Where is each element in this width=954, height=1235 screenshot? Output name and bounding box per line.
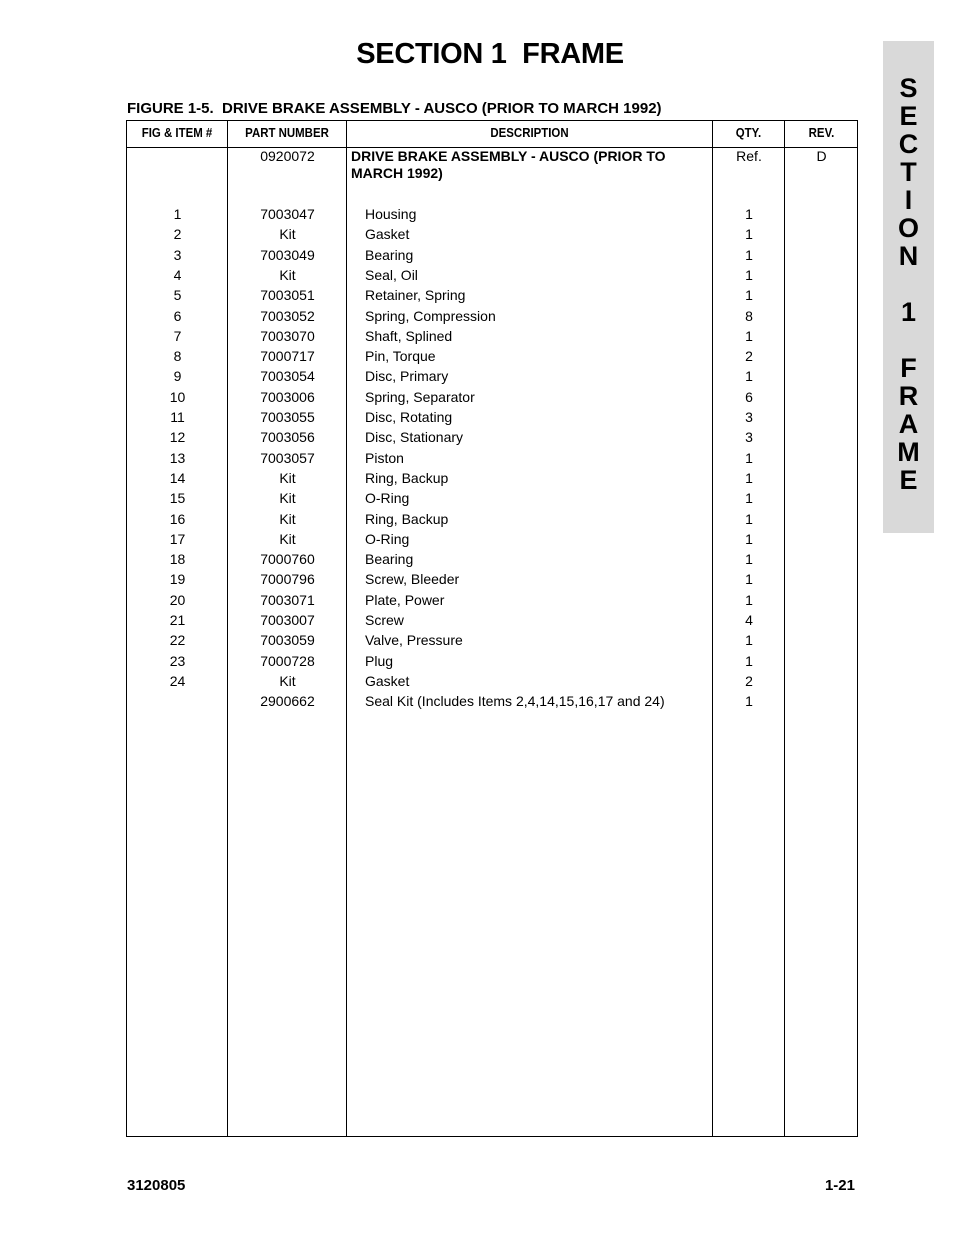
row-quantity: 1 (745, 287, 753, 303)
row-description: Disc, Rotating (365, 409, 453, 425)
row-description: Disc, Primary (365, 368, 449, 384)
row-description: O-Ring (365, 531, 410, 547)
row-part-number: 7000796 (260, 571, 315, 587)
row-item-number: 3 (173, 247, 182, 263)
row-item-number: 17 (169, 531, 186, 547)
row-quantity: 1 (745, 551, 753, 567)
row-description: Housing (365, 206, 417, 222)
row-part-number: Kit (279, 470, 296, 486)
side-tab-letter (883, 326, 934, 354)
row-quantity: 1 (745, 653, 753, 669)
row-item-number: 9 (173, 368, 182, 384)
row-part-number: 7003047 (260, 206, 315, 222)
side-tab-letter: T (900, 157, 917, 187)
row-description: Spring, Compression (365, 308, 496, 324)
row-item-number: 13 (169, 450, 186, 466)
row-part-number: Kit (279, 226, 296, 242)
row-quantity: 1 (745, 632, 753, 648)
row-description: Screw (365, 612, 404, 628)
row-description: Ring, Backup (365, 470, 449, 486)
parts-table (126, 120, 858, 1137)
row-description: Bearing (365, 551, 414, 567)
row-description: Piston (365, 450, 404, 466)
side-tab-letter: M (897, 437, 920, 467)
assembly-part-number: 0920072 (260, 148, 315, 164)
row-description: Gasket (365, 673, 410, 689)
side-tab-letter: R (898, 381, 919, 411)
row-description: Plate, Power (365, 592, 445, 608)
row-item-number: 18 (169, 551, 186, 567)
assembly-description: DRIVE BRAKE ASSEMBLY - AUSCO (PRIOR TO MARCH 1992) (351, 148, 666, 181)
row-item-number: 10 (169, 389, 186, 405)
row-part-number: 7000728 (260, 653, 315, 669)
figure-title: FIGURE 1-5. DRIVE BRAKE ASSEMBLY - AUSCO (PRIOR TO MARCH 1992) (127, 100, 662, 117)
row-item-number: 4 (173, 267, 182, 283)
row-description: Pin, Torque (365, 348, 436, 364)
row-quantity: 6 (745, 389, 753, 405)
row-part-number: 7003055 (260, 409, 315, 425)
row-quantity: 1 (745, 368, 753, 384)
row-part-number: 7003052 (260, 308, 315, 324)
row-part-number: 7003056 (260, 429, 315, 445)
side-tab-letter: 1 (900, 297, 917, 327)
side-tab-letter: F (900, 353, 917, 383)
header-qty: QTY. (735, 125, 762, 140)
row-part-number: 7003071 (260, 592, 315, 608)
row-part-number: Kit (279, 673, 296, 689)
row-part-number: 7003006 (260, 389, 315, 405)
row-part-number: Kit (279, 531, 296, 547)
row-part-number: 7003051 (260, 287, 315, 303)
header-rev: REV. (808, 125, 835, 140)
header-fig-item: FIG & ITEM # (141, 125, 213, 140)
assembly-qty: Ref. (736, 148, 762, 164)
row-description: Spring, Separator (365, 389, 475, 405)
row-part-number: 7003057 (260, 450, 315, 466)
row-part-number: 7000717 (260, 348, 315, 364)
row-quantity: 1 (745, 267, 753, 283)
row-description: Shaft, Splined (365, 328, 453, 344)
header-part-number: PART NUMBER (245, 125, 329, 140)
row-quantity: 1 (745, 226, 753, 242)
row-item-number: 7 (173, 328, 182, 344)
row-quantity: 1 (745, 571, 753, 587)
row-quantity: 1 (745, 511, 753, 527)
row-quantity: 8 (745, 308, 753, 324)
row-item-number: 6 (173, 308, 182, 324)
row-part-number: 7003049 (260, 247, 315, 263)
row-quantity: 1 (745, 247, 753, 263)
side-tab-letter: S (899, 73, 918, 103)
row-part-number: 7003007 (260, 612, 315, 628)
side-tab-letter: N (898, 241, 919, 271)
row-item-number: 12 (169, 429, 186, 445)
side-tab-letter: O (897, 213, 919, 243)
row-quantity: 1 (745, 450, 753, 466)
page-number: 1-21 (824, 1177, 855, 1194)
side-tab-letters (883, 74, 934, 494)
row-part-number: 2900662 (260, 693, 315, 709)
row-item-number: 21 (169, 612, 186, 628)
row-description: Plug (365, 653, 394, 669)
row-description: Seal, Oil (365, 267, 418, 283)
row-quantity: 3 (745, 409, 753, 425)
row-item-number: 15 (169, 490, 186, 506)
row-part-number: 7003059 (260, 632, 315, 648)
header-description: DESCRIPTION (490, 125, 569, 140)
row-quantity: 1 (745, 328, 753, 344)
side-tab-letter: E (899, 465, 918, 495)
row-quantity: 2 (745, 673, 753, 689)
row-item-number: 8 (173, 348, 182, 364)
row-description: Ring, Backup (365, 511, 449, 527)
row-description: Retainer, Spring (365, 287, 466, 303)
row-item-number: 22 (169, 632, 186, 648)
section-title: SECTION 1 FRAME (356, 38, 624, 70)
side-tab-letter: C (898, 129, 919, 159)
row-quantity: 1 (745, 592, 753, 608)
row-part-number: Kit (279, 490, 296, 506)
row-item-number: 11 (170, 409, 185, 425)
row-part-number: Kit (279, 267, 296, 283)
row-item-number: 14 (169, 470, 186, 486)
side-tab-letter: I (904, 185, 913, 215)
doc-number: 3120805 (127, 1177, 186, 1194)
row-quantity: 1 (745, 693, 753, 709)
row-quantity: 1 (745, 531, 753, 547)
row-item-number: 24 (169, 673, 186, 689)
row-item-number: 2 (173, 226, 182, 242)
assembly-rev: D (816, 148, 827, 164)
row-quantity: 1 (745, 470, 753, 486)
row-description: O-Ring (365, 490, 410, 506)
row-description: Disc, Stationary (365, 429, 464, 445)
row-part-number: 7003070 (260, 328, 315, 344)
row-item-number: 5 (173, 287, 182, 303)
row-quantity: 4 (745, 612, 753, 628)
side-tab-letter: A (898, 409, 919, 439)
row-item-number: 16 (169, 511, 186, 527)
row-item-number: 23 (169, 653, 186, 669)
side-tab-letter: E (899, 101, 918, 131)
row-part-number: 7003054 (260, 368, 315, 384)
row-item-number: 20 (169, 592, 186, 608)
row-quantity: 1 (745, 206, 753, 222)
row-description: Seal Kit (Includes Items 2,4,14,15,16,17 and 24) (365, 693, 665, 709)
row-quantity: 1 (745, 490, 753, 506)
row-item-number: 19 (169, 571, 186, 587)
side-tab-letter (883, 270, 934, 298)
row-item-number: 1 (173, 206, 182, 222)
row-description: Bearing (365, 247, 414, 263)
row-description: Valve, Pressure (365, 632, 463, 648)
row-description: Gasket (365, 226, 410, 242)
row-quantity: 2 (745, 348, 753, 364)
row-description: Screw, Bleeder (365, 571, 460, 587)
row-part-number: Kit (279, 511, 296, 527)
row-part-number: 7000760 (260, 551, 315, 567)
side-tab (883, 41, 934, 533)
row-quantity: 3 (745, 429, 753, 445)
